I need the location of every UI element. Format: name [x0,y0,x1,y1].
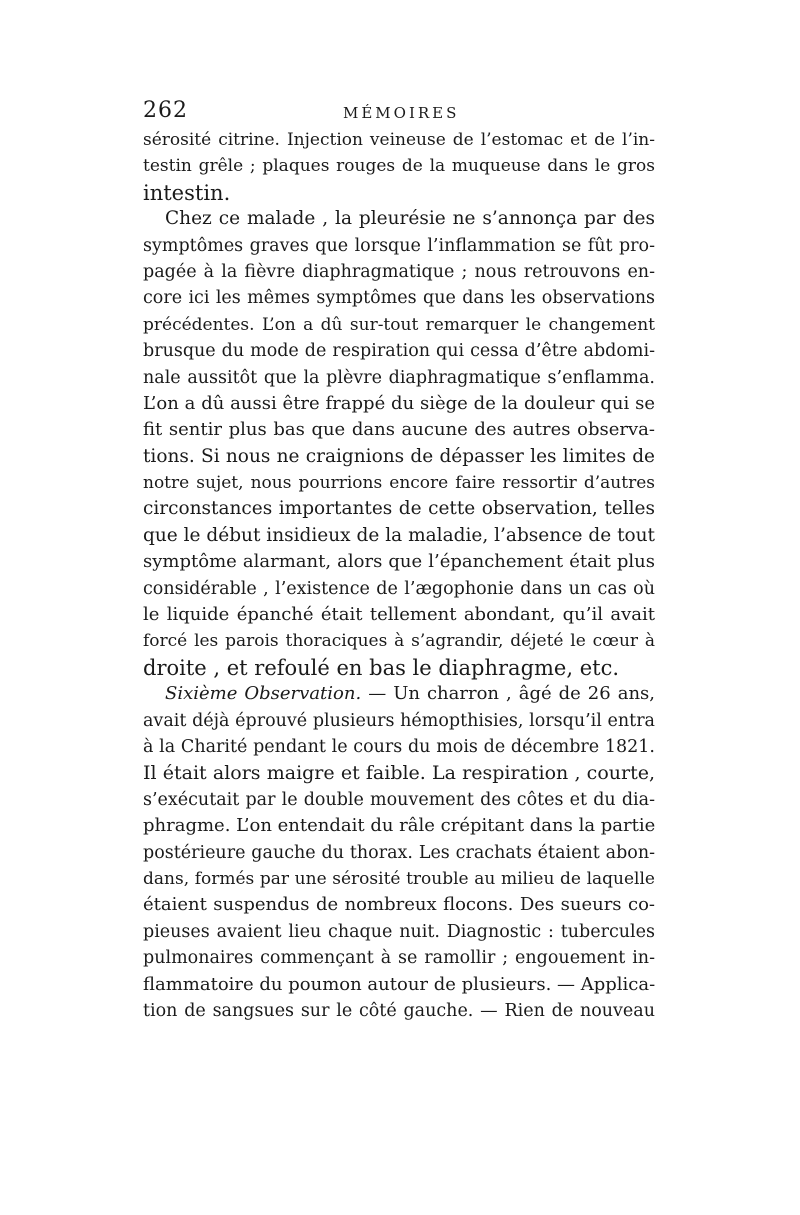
observation-heading-line [143,681,655,707]
text-line: core ici les mêmes symptômes que dans les observations [143,288,655,309]
page-number: 262 [143,98,188,123]
text-line: circonstances importantes de cette observation, telles [143,498,655,520]
text-line: postérieure gauche du thorax. Les crachats étaient abon- [143,842,655,863]
text-line: fit sentir plus bas que dans aucune des autres observa- [143,419,655,441]
text-line: tions. Si nous ne craignions de dépasser les limites de [143,445,655,467]
body-text [143,127,655,1024]
text-line: avait déjà éprouvé plusieurs hémopthisies, lorsqu’il entra [143,710,655,731]
text-line: notre sujet, nous pourrions encore faire ressortir d’autres [143,473,655,494]
text-line: symptôme alarmant, alors que l’épanchement était plus [143,551,655,573]
text-line: tion de sangsues sur le côté gauche. — Rien de nouveau [143,1000,655,1021]
text-line: que le début insidieux de la maladie, l’absence de tout [143,524,655,546]
text-line: Chez ce malade , la pleurésie ne s’annonça par des [165,208,655,230]
text-line: intestin. [143,180,231,205]
observation-title: Sixième Observation. [165,683,362,705]
text-line: précédentes. L’on a dû sur-tout remarquer le changement [143,314,655,335]
text-line: flammatoire du poumon autour de plusieurs. — Applica- [143,973,656,995]
text-line: symptômes graves que lorsque l’inflammation se fût pro- [143,235,655,256]
text-line: pieuses avaient lieu chaque nuit. Diagnostic : tubercules [143,921,655,942]
text-line: testin grêle ; plaques rouges de la muqueuse dans le gros [143,156,655,177]
text-line: forcé les parois thoraciques à s’agrandir, déjeté le cœur à [143,631,655,652]
text-line: droite , et refoulé en bas le diaphragme, etc. [143,655,620,680]
text-line: à la Charité pendant le cours du mois de décembre 1821. [143,736,655,757]
page-header [143,98,655,128]
running-head: MÉMOIRES [343,104,460,122]
text-line: pulmonaires commençant à se ramollir ; engouement in- [143,948,655,969]
observation-intro: — Un charron , âgé de 26 ans, [361,683,655,705]
text-line: pagée à la fièvre diaphragmatique ; nous retrouvons en- [143,261,655,282]
text-line: nale aussitôt que la plèvre diaphragmatique s’enflamma. [143,367,655,388]
text-line: phragme. L’on entendait du râle crépitant dans la partie [143,815,656,837]
text-line: L’on a dû aussi être frappé du siège de la douleur qui se [143,392,655,414]
text-line: brusque du mode de respiration qui cessa d’être abdomi- [143,341,655,362]
text-line: étaient suspendus de nombreux flocons. Des sueurs co- [143,894,655,916]
text-line: considérable , l’existence de l’ægophonie dans un cas où [143,578,655,599]
text-line: s’exécutait par le double mouvement des côtes et du dia- [143,789,655,810]
text-line: Il était alors maigre et faible. La respiration , courte, [143,762,655,785]
text-line: sérosité citrine. Injection veineuse de l’estomac et de l’in- [143,130,655,150]
text-line: dans, formés par une sérosité trouble au milieu de laquelle [143,868,655,889]
text-line: le liquide épanché était tellement abondant, qu’il avait [143,604,655,626]
